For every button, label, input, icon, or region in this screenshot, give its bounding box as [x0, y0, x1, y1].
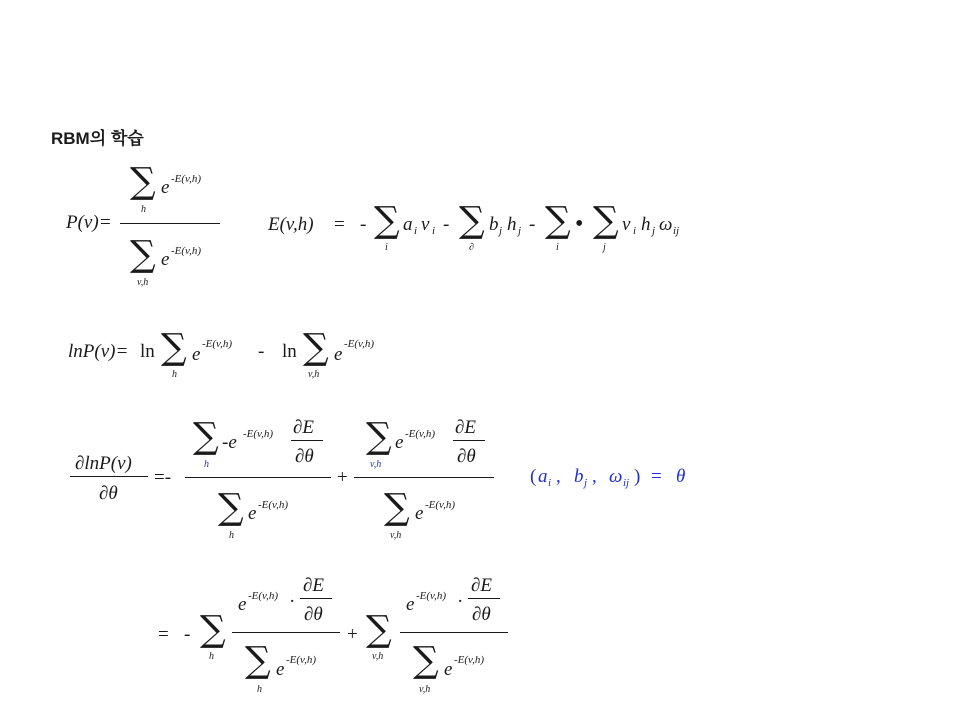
- plus-sign: +: [347, 624, 358, 645]
- comma: ,: [592, 466, 597, 487]
- sum-symbol: ∑: [459, 200, 485, 241]
- energy-lhs: E(v,h): [268, 214, 314, 235]
- sum-symbol: ∑: [200, 609, 226, 650]
- plus-sign: +: [337, 467, 348, 488]
- sum-limit: h: [172, 369, 177, 380]
- slide-title: RBM의 학습: [51, 129, 144, 148]
- exponent: -E(v,h): [425, 499, 456, 511]
- exp-base: e: [276, 659, 285, 680]
- subscript: j: [652, 225, 656, 237]
- paren-open: (: [530, 466, 537, 487]
- subscript: i: [414, 225, 418, 237]
- subscript: j: [499, 225, 503, 237]
- exponent: -E(v,h): [171, 173, 202, 185]
- p-lhs: P(v)=: [66, 212, 112, 233]
- term-b: b: [489, 214, 499, 235]
- sum-symbol: ∑: [413, 640, 439, 681]
- term-omega: ω: [659, 214, 673, 235]
- exponent: -E(v,h): [248, 590, 279, 602]
- partial-theta: ∂θ: [457, 446, 476, 467]
- exp-base: e: [406, 594, 415, 615]
- sum-limit: h: [229, 530, 234, 541]
- subscript: i: [432, 225, 436, 237]
- partial-e: ∂E: [293, 417, 314, 438]
- sum-limit: h: [209, 651, 214, 662]
- minus-sign: -: [360, 214, 367, 235]
- exp-base: e: [415, 503, 424, 524]
- fraction-bar: [468, 598, 500, 599]
- sum-symbol: ∑: [384, 487, 410, 528]
- term-h: h: [507, 214, 517, 235]
- sum-limit-highlighted: h: [204, 459, 209, 470]
- exponent: -E(v,h): [202, 338, 233, 350]
- sum-limit: h: [257, 684, 262, 695]
- exp-base: e: [161, 249, 170, 270]
- sum-symbol: ∑: [161, 327, 187, 368]
- fraction-bar: [120, 223, 220, 224]
- sum-symbol: ∑: [130, 161, 156, 202]
- sum-symbol: ∑: [593, 200, 619, 241]
- equals-sign: =: [651, 466, 662, 487]
- param-a: a: [538, 466, 548, 487]
- fraction-bar: [400, 632, 508, 633]
- sum-limit: i: [556, 242, 559, 253]
- minus-sign: -: [443, 214, 450, 235]
- sum-limit: v,h: [308, 369, 320, 380]
- sum-symbol: ∑: [130, 234, 156, 275]
- exponent: -E(v,h): [171, 245, 202, 257]
- sum-symbol: ∑: [193, 416, 219, 457]
- dot-operator: ·: [457, 591, 464, 612]
- partial-theta: ∂θ: [295, 446, 314, 467]
- param-theta: θ: [676, 466, 686, 487]
- subscript: i: [548, 477, 552, 489]
- exponent: -E(v,h): [286, 654, 317, 666]
- exponent: -E(v,h): [344, 338, 375, 350]
- subscript: j: [518, 225, 522, 237]
- partial-e: ∂E: [471, 575, 492, 596]
- ln-operator: ln: [282, 341, 297, 362]
- sum-symbol: ∑: [303, 327, 329, 368]
- comma: ,: [556, 466, 561, 487]
- log-lhs: lnP(v)=: [68, 341, 129, 362]
- sum-limit: j: [603, 242, 606, 253]
- sum-limit: v,h: [372, 651, 384, 662]
- sum-symbol: ∑: [245, 640, 271, 681]
- sum-limit-highlighted: v,h: [370, 459, 382, 470]
- exponent: -E(v,h): [416, 590, 447, 602]
- partial-theta: ∂θ: [304, 604, 323, 625]
- sum-limit: v,h: [419, 684, 431, 695]
- sum-symbol: ∑: [218, 487, 244, 528]
- subscript: i: [633, 225, 637, 237]
- equals-sign: =: [334, 214, 345, 235]
- minus-sign: -: [184, 624, 191, 645]
- term-a: a: [403, 214, 413, 235]
- exp-base: e: [395, 432, 404, 453]
- fraction-bar: [300, 598, 332, 599]
- exp-base: e: [192, 344, 201, 365]
- term-v: v: [421, 214, 430, 235]
- ln-operator: ln: [140, 341, 155, 362]
- sum-symbol: ∑: [374, 200, 400, 241]
- subscript: ij: [623, 477, 630, 489]
- sum-limit: ∂: [469, 242, 474, 253]
- fraction-bar: [70, 476, 148, 477]
- term-h: h: [641, 214, 651, 235]
- sum-symbol: ∑: [366, 416, 392, 457]
- fraction-bar: [354, 477, 494, 478]
- partial-theta: ∂θ: [472, 604, 491, 625]
- exp-base: e: [334, 344, 343, 365]
- term-v: v: [622, 214, 631, 235]
- negative-exp-base: -e: [222, 432, 237, 453]
- paren-close: ): [634, 466, 641, 487]
- dot-operator: ·: [289, 591, 296, 612]
- equals-minus: =-: [154, 467, 172, 488]
- exponent: -E(v,h): [405, 428, 436, 440]
- param-b: b: [574, 466, 584, 487]
- minus-sign: -: [529, 214, 536, 235]
- sum-limit: i: [385, 242, 388, 253]
- sum-limit: v,h: [390, 530, 402, 541]
- partial-e: ∂E: [455, 417, 476, 438]
- bullet-symbol: •: [575, 211, 584, 237]
- exponent: -E(v,h): [258, 499, 289, 511]
- exp-base: e: [248, 503, 257, 524]
- fraction-bar: [232, 632, 340, 633]
- exp-base: e: [161, 177, 170, 198]
- sum-limit: v,h: [137, 277, 149, 288]
- fraction-bar: [453, 440, 485, 441]
- sum-symbol: ∑: [366, 609, 392, 650]
- equals-sign: =: [158, 624, 169, 645]
- sum-symbol: ∑: [545, 200, 571, 241]
- gradient-lhs-denominator: ∂θ: [99, 483, 118, 504]
- fraction-bar: [291, 440, 323, 441]
- gradient-lhs-numerator: ∂lnP(v): [75, 453, 132, 474]
- subscript: ij: [673, 225, 680, 237]
- fraction-bar: [185, 477, 331, 478]
- partial-e: ∂E: [303, 575, 324, 596]
- exponent: -E(v,h): [243, 428, 274, 440]
- subscript: j: [584, 477, 588, 489]
- param-omega: ω: [609, 466, 623, 487]
- sum-limit: h: [141, 204, 146, 215]
- exponent: -E(v,h): [454, 654, 485, 666]
- exp-base: e: [238, 594, 247, 615]
- exp-base: e: [444, 659, 453, 680]
- minus-sign: -: [258, 341, 265, 362]
